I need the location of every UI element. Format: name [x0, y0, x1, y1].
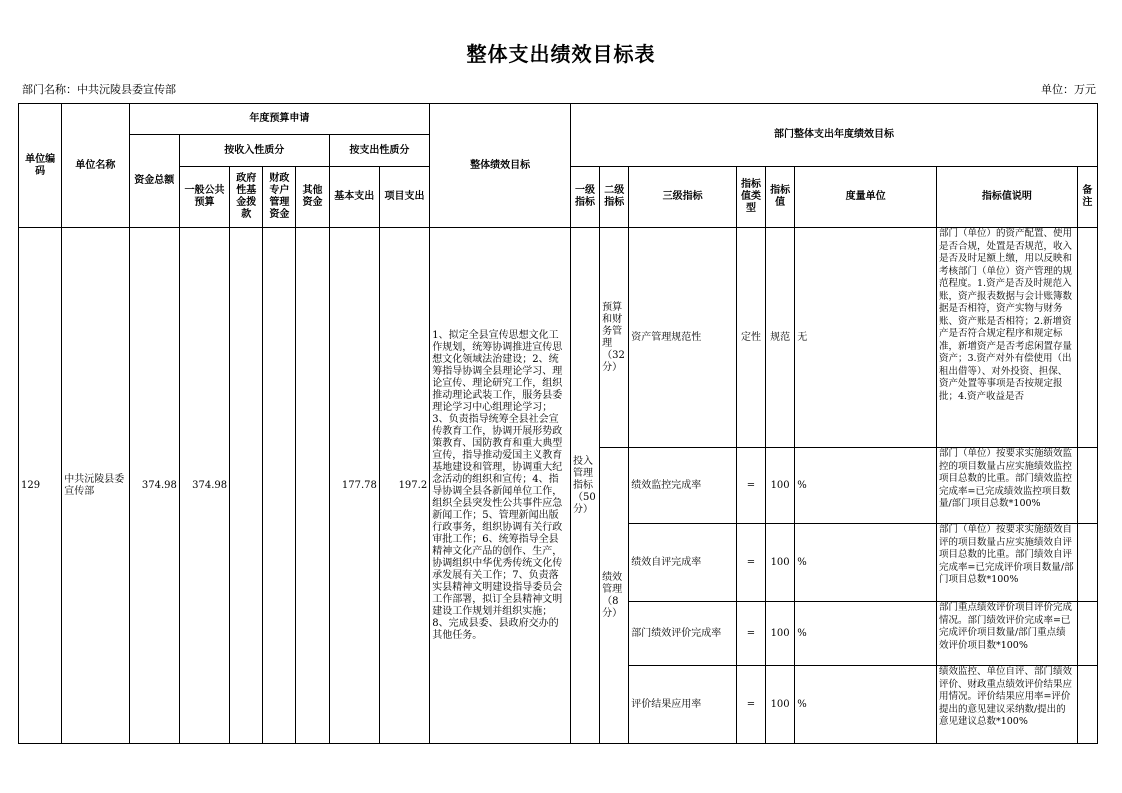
header-general-budget: 一般公共预算 — [179, 167, 229, 228]
remark-cell — [1077, 228, 1097, 448]
lvl2-performance-cell: 绩效管理（8分） — [600, 448, 629, 744]
header-remark: 备注 — [1077, 167, 1097, 228]
lvl1-cell: 投入管理指标（50分） — [570, 228, 599, 744]
remark-cell — [1077, 524, 1097, 602]
metric-value: 100 — [766, 524, 795, 602]
header-unit-name: 单位名称 — [62, 104, 129, 228]
remark-cell — [1077, 448, 1097, 524]
metric-desc: 部门（单位）按要求实施绩效自评的项目数量占应实施绩效自评项目总数的比重。部门绩效自评完成率=已完成评价项目数量/部门项目总数*100% — [938, 524, 1074, 585]
header-gov-fund: 政府性基金拨款 — [230, 167, 263, 228]
metric-name: 评价结果应用率 — [629, 666, 737, 744]
metric-desc: 部门（单位）的资产配置、使用是否合规，处置是否规范，收入是否及时足额上缴，用以反映和考核部门（单位）资产管理的规范程度。1.资产是否及时规范入账，资产报表数据与会计账簿数据是否相符，资产实物与财务账、资产账是否相符；2.新增资产是否符合规定程序和规定标准，新增资产是否考虑闲置存量资产；3.资产对外有偿使用（出租出借等）、对外投资、担保、资产处置等事项是否按规定报批；4.资产收益是否 — [938, 228, 1072, 402]
metric-name: 绩效监控完成率 — [629, 448, 737, 524]
other-fund-cell — [296, 228, 329, 744]
header-by-income: 按收入性质分 — [179, 135, 329, 167]
total-funds-cell: 374.98 — [129, 228, 179, 744]
remark-cell — [1077, 602, 1097, 666]
header-basic-expense: 基本支出 — [329, 167, 379, 228]
performance-table — [18, 103, 1098, 744]
header-project-expense: 项目支出 — [379, 167, 429, 228]
project-expense-cell: 197.2 — [379, 228, 429, 744]
metric-desc: 部门重点绩效评价项目评价完成情况。部门绩效评价完成率=已完成评价项目数量/部门重点绩效评价项目数*100% — [938, 602, 1072, 651]
lvl2-budget-cell: 预算和财务管理（32分） — [600, 228, 629, 448]
header-by-expense: 按支出性质分 — [329, 135, 430, 167]
header-annual-budget: 年度预算申请 — [129, 104, 430, 135]
header-measure-unit: 度量单位 — [795, 167, 937, 228]
overall-goal-cell: 1、拟定全县宣传思想文化工作规划，统筹协调推进宣传思想文化领域法治建设；2、统筹指导协调全县理论学习、理论宣传、理论研究工作，组织推动理论武装工作，服务县委理论学习中心组理论学习；3、负责指导统筹全县社会宣传教育工作，协调开展形势政策教育、国防教育和重大典型宣传，指导推动爱国主义教育基地建设和管理，协调重大纪念活动的组织和宣传；4、指导协调全县各新闻单位工作，组织全县突发性公共事件应急新闻工作；5、管理新闻出版行政事务，组织协调有关行政审批工作；6、统筹指导全县精神文化产品的创作、生产，协调组织中华优秀传统文化传承发展有关工作；7、负责落实县精神文明建设指导委员会工作部署，拟订全县精神文明建设工作规划并组织实施；8、完成县委、县政府交办的其他任务。 — [430, 228, 571, 744]
metric-desc: 绩效监控、单位自评、部门绩效评价、财政重点绩效评价结果应用情况。评价结果应用率=评价提出的意见建议采纳数/提出的意见建议总数*100% — [938, 666, 1072, 727]
header-lvl2: 二级指标 — [600, 167, 629, 228]
metric-type: = — [736, 666, 765, 744]
metric-unit: % — [795, 448, 937, 524]
remark-cell — [1077, 666, 1097, 744]
metric-name: 资产管理规范性 — [629, 228, 737, 448]
header-ind-desc: 指标值说明 — [936, 167, 1077, 228]
header-ind-value: 指标值 — [766, 167, 795, 228]
metric-unit: % — [795, 602, 937, 666]
metric-desc: 部门（单位）按要求实施绩效监控的项目数量占应实施绩效监控项目总数的比重。部门绩效监控完成率=已完成绩效监控项目数量/部门项目总数*100% — [938, 448, 1072, 509]
metric-type: = — [736, 602, 765, 666]
metric-value: 100 — [766, 666, 795, 744]
unit-name-cell: 中共沅陵县委宣传部 — [62, 228, 129, 744]
header-ind-type: 指标值类型 — [736, 167, 765, 228]
gov-fund-cell — [230, 228, 263, 744]
metric-type: = — [736, 448, 765, 524]
header-dept-goal: 部门整体支出年度绩效目标 — [570, 104, 1097, 167]
header-lvl3: 三级指标 — [629, 167, 737, 228]
header-special-fund: 财政专户管理资金 — [263, 167, 296, 228]
header-unit-code: 单位编码 — [19, 104, 62, 228]
page-title: 整体支出绩效目标表 — [466, 42, 656, 66]
metric-value: 100 — [766, 602, 795, 666]
metric-name: 绩效自评完成率 — [629, 524, 737, 602]
header-other-fund: 其他资金 — [296, 167, 329, 228]
metric-unit: % — [795, 524, 937, 602]
metric-name: 部门绩效评价完成率 — [629, 602, 737, 666]
unit-label: 单位：万元 — [1041, 83, 1096, 96]
metric-value: 规范 — [766, 228, 795, 448]
header-total-funds: 资金总额 — [129, 135, 179, 228]
metric-value: 100 — [766, 448, 795, 524]
metric-unit: % — [795, 666, 937, 744]
header-lvl1: 一级指标 — [570, 167, 599, 228]
unit-code-cell: 129 — [19, 228, 62, 744]
department-label: 部门名称：中共沅陵县委宣传部 — [22, 83, 176, 96]
header-overall-goal: 整体绩效目标 — [430, 104, 571, 228]
metric-unit: 无 — [795, 228, 937, 448]
basic-expense-cell: 177.78 — [329, 228, 379, 744]
special-fund-cell — [263, 228, 296, 744]
metric-type: 定性 — [736, 228, 765, 448]
metric-type: = — [736, 524, 765, 602]
general-budget-cell: 374.98 — [179, 228, 229, 744]
